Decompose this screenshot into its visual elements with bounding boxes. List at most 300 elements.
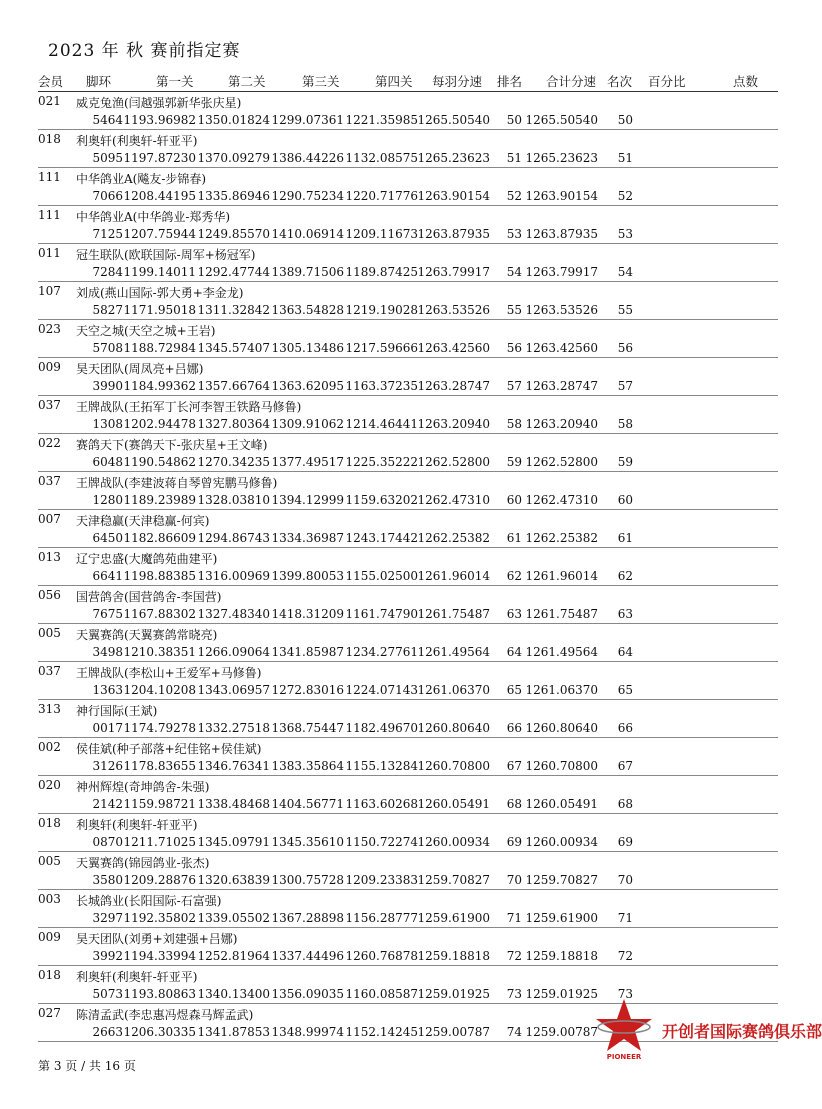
member-code: 002 — [38, 740, 61, 754]
cell-l3: 1300.75728 — [271, 873, 344, 887]
cell-l2: 1357.66764 — [197, 379, 270, 393]
row-values-line — [0, 149, 800, 168]
cell-l1: 1178.83655 — [123, 759, 196, 773]
cell-place: 53 — [617, 227, 633, 241]
cell-l2: 1327.48340 — [197, 607, 270, 621]
cell-l3: 1356.09035 — [271, 987, 344, 1001]
cell-ring: 1280 — [92, 493, 123, 507]
header-total-speed: 合计分速 — [546, 74, 597, 89]
cell-rank: 62 — [506, 569, 522, 583]
cell-l1: 1171.95018 — [123, 303, 196, 317]
cell-rank: 53 — [506, 227, 522, 241]
member-code: 005 — [38, 854, 61, 868]
cell-l3: 1410.06914 — [271, 227, 344, 241]
cell-l1: 1193.96982 — [123, 113, 196, 127]
cell-speed: 1260.70800 — [417, 759, 490, 773]
cell-speed: 1260.00934 — [417, 835, 490, 849]
cell-total: 1260.70800 — [525, 759, 598, 773]
cell-l2: 1339.05502 — [197, 911, 270, 925]
header-rank: 排名 — [497, 74, 523, 89]
cell-rank: 50 — [506, 113, 522, 127]
cell-l1: 1206.30335 — [123, 1025, 196, 1039]
cell-ring: 5095 — [92, 151, 123, 165]
cell-rank: 67 — [506, 759, 522, 773]
cell-l4: 1189.87425 — [345, 265, 418, 279]
cell-total: 1265.50540 — [525, 113, 598, 127]
table-row — [0, 92, 800, 130]
cell-l2: 1320.63839 — [197, 873, 270, 887]
cell-l3: 1363.54828 — [271, 303, 344, 317]
team-name: 长城鸽业(长阳国际-石富强) — [76, 894, 222, 908]
row-header-line — [0, 700, 800, 719]
cell-l4: 1160.08587 — [345, 987, 418, 1001]
member-code: 027 — [38, 1006, 61, 1020]
row-values-line — [0, 111, 800, 130]
cell-ring: 2142 — [92, 797, 123, 811]
cell-l3: 1272.83016 — [271, 683, 344, 697]
cell-l2: 1327.80364 — [197, 417, 270, 431]
cell-total: 1260.05491 — [525, 797, 598, 811]
table-row — [0, 244, 800, 282]
team-name: 辽宁忠盛(大魔鸽苑曲建平) — [76, 552, 218, 566]
team-name: 中华鸽业A(中华鸽业-郑秀华) — [76, 210, 231, 224]
cell-ring: 6450 — [92, 531, 123, 545]
cell-l3: 1404.56771 — [271, 797, 344, 811]
cell-l2: 1294.86743 — [197, 531, 270, 545]
cell-l3: 1389.71506 — [271, 265, 344, 279]
member-code: 107 — [38, 284, 61, 298]
cell-total: 1263.28747 — [525, 379, 598, 393]
row-values-line — [0, 947, 800, 966]
cell-ring: 3126 — [92, 759, 123, 773]
row-values-line — [0, 529, 800, 548]
table-row — [0, 624, 800, 662]
row-header-line — [0, 928, 800, 947]
results-table — [0, 92, 800, 1042]
header-speed: 每羽分速 — [432, 74, 483, 89]
team-name: 国营鸽舍(国营鸽舍-李国营) — [76, 590, 222, 604]
team-name: 王牌战队(王拓军丁长河李智王铁路马修鲁) — [76, 400, 302, 414]
team-name: 王牌战队(李松山+王爱军+马修鲁) — [76, 666, 262, 680]
cell-speed: 1259.00787 — [417, 1025, 490, 1039]
cell-total: 1261.75487 — [525, 607, 598, 621]
cell-l1: 1199.14011 — [123, 265, 196, 279]
table-row — [0, 890, 800, 928]
cell-place: 67 — [617, 759, 633, 773]
cell-speed: 1259.18818 — [417, 949, 490, 963]
cell-ring: 5073 — [92, 987, 123, 1001]
cell-place: 71 — [617, 911, 633, 925]
cell-ring: 7125 — [92, 227, 123, 241]
member-code: 037 — [38, 474, 61, 488]
cell-ring: 5464 — [92, 113, 123, 127]
team-name: 天翼赛鸽(天翼赛鸽常晓亮) — [76, 628, 218, 642]
member-code: 007 — [38, 512, 61, 526]
table-row — [0, 282, 800, 320]
cell-l3: 1367.28898 — [271, 911, 344, 925]
row-values-line — [0, 491, 800, 510]
cell-l2: 1338.48468 — [197, 797, 270, 811]
cell-l2: 1270.34235 — [197, 455, 270, 469]
cell-rank: 64 — [506, 645, 522, 659]
row-header-line — [0, 510, 800, 529]
row-header-line — [0, 814, 800, 833]
table-row — [0, 738, 800, 776]
cell-l4: 1220.71776 — [345, 189, 418, 203]
table-row — [0, 586, 800, 624]
cell-place: 55 — [617, 303, 633, 317]
row-header-line — [0, 852, 800, 871]
cell-ring: 3992 — [92, 949, 123, 963]
row-header-line — [0, 244, 800, 263]
cell-rank: 71 — [506, 911, 522, 925]
table-row — [0, 852, 800, 890]
cell-speed: 1263.87935 — [417, 227, 490, 241]
cell-ring: 0870 — [92, 835, 123, 849]
cell-speed: 1262.52800 — [417, 455, 490, 469]
cell-l2: 1345.09791 — [197, 835, 270, 849]
cell-l4: 1132.08575 — [345, 151, 418, 165]
cell-total: 1261.96014 — [525, 569, 598, 583]
row-header-line — [0, 434, 800, 453]
team-name: 天津稳赢(天津稳赢-何宾) — [76, 514, 210, 528]
member-code: 011 — [38, 246, 61, 260]
cell-l4: 1214.46441 — [345, 417, 418, 431]
cell-l1: 1188.72984 — [123, 341, 196, 355]
cell-l4: 1260.76878 — [345, 949, 418, 963]
cell-l2: 1335.86946 — [197, 189, 270, 203]
cell-l1: 1193.80863 — [123, 987, 196, 1001]
cell-total: 1259.01925 — [525, 987, 598, 1001]
cell-l1: 1194.33994 — [123, 949, 196, 963]
cell-ring: 7284 — [92, 265, 123, 279]
cell-speed: 1263.90154 — [417, 189, 490, 203]
cell-rank: 63 — [506, 607, 522, 621]
page-title: 2023 年 秋 赛前指定赛 — [48, 41, 241, 61]
row-values-line — [0, 453, 800, 472]
cell-speed: 1260.80640 — [417, 721, 490, 735]
cell-rank: 70 — [506, 873, 522, 887]
row-header-line — [0, 320, 800, 339]
table-row — [0, 700, 800, 738]
cell-l2: 1292.47744 — [197, 265, 270, 279]
cell-l3: 1363.62095 — [271, 379, 344, 393]
club-logo — [596, 995, 822, 1065]
row-header-line — [0, 130, 800, 149]
cell-total: 1263.42560 — [525, 341, 598, 355]
cell-speed: 1259.61900 — [417, 911, 490, 925]
cell-total: 1263.90154 — [525, 189, 598, 203]
cell-rank: 72 — [506, 949, 522, 963]
team-name: 利奥轩(利奥轩-轩亚平) — [76, 818, 198, 832]
row-header-line — [0, 206, 800, 225]
club-logo-text: 开创者国际赛鸽俱乐部 — [662, 1022, 822, 1041]
cell-speed: 1262.47310 — [417, 493, 490, 507]
cell-rank: 60 — [506, 493, 522, 507]
cell-total: 1262.52800 — [525, 455, 598, 469]
cell-l1: 1210.38351 — [123, 645, 196, 659]
row-header-line — [0, 586, 800, 605]
member-code: 037 — [38, 664, 61, 678]
cell-l1: 1192.35802 — [123, 911, 196, 925]
cell-speed: 1263.79917 — [417, 265, 490, 279]
cell-l3: 1309.91062 — [271, 417, 344, 431]
table-row — [0, 396, 800, 434]
table-row — [0, 548, 800, 586]
cell-ring: 7066 — [92, 189, 123, 203]
team-name: 冠生联队(欧联国际-周军+杨冠军) — [76, 248, 256, 262]
cell-l2: 1249.85570 — [197, 227, 270, 241]
cell-l2: 1340.13400 — [197, 987, 270, 1001]
cell-l1: 1207.75944 — [123, 227, 196, 241]
cell-l1: 1204.10208 — [123, 683, 196, 697]
team-name: 神州辉煌(奇坤鸽舍-朱强) — [76, 780, 210, 794]
cell-l3: 1348.99974 — [271, 1025, 344, 1039]
cell-total: 1261.49564 — [525, 645, 598, 659]
row-values-line — [0, 719, 800, 738]
team-name: 天翼赛鸽(锦园鸽业-张杰) — [76, 856, 210, 870]
cell-l2: 1345.57407 — [197, 341, 270, 355]
cell-l1: 1202.94478 — [123, 417, 196, 431]
cell-l3: 1377.49517 — [271, 455, 344, 469]
cell-rank: 66 — [506, 721, 522, 735]
member-code: 009 — [38, 930, 61, 944]
table-row — [0, 320, 800, 358]
cell-l2: 1266.09064 — [197, 645, 270, 659]
team-name: 陈清孟武(李忠惠冯煜森马辉孟武) — [76, 1008, 254, 1022]
cell-rank: 69 — [506, 835, 522, 849]
table-row — [0, 814, 800, 852]
cell-l3: 1368.75447 — [271, 721, 344, 735]
cell-ring: 3498 — [92, 645, 123, 659]
cell-l1: 1167.88302 — [123, 607, 196, 621]
header-member: 会员 — [38, 74, 64, 89]
cell-place: 58 — [617, 417, 633, 431]
row-values-line — [0, 757, 800, 776]
cell-speed: 1265.50540 — [417, 113, 490, 127]
row-values-line — [0, 909, 800, 928]
cell-l4: 1209.11673 — [345, 227, 418, 241]
cell-l2: 1311.32842 — [197, 303, 270, 317]
team-name: 中华鸽业A(飚友-步锦春) — [76, 172, 207, 186]
cell-total: 1261.06370 — [525, 683, 598, 697]
row-values-line — [0, 567, 800, 586]
team-name: 赛鸽天下(赛鸽天下-张庆星+王文峰) — [76, 438, 268, 452]
cell-speed: 1259.01925 — [417, 987, 490, 1001]
team-name: 侯佳斌(种子部落+纪佳铭+侯佳斌) — [76, 742, 262, 756]
row-header-line — [0, 624, 800, 643]
cell-l2: 1341.87853 — [197, 1025, 270, 1039]
cell-l4: 1163.60268 — [345, 797, 418, 811]
cell-speed: 1263.20940 — [417, 417, 490, 431]
table-row — [0, 130, 800, 168]
cell-l4: 1161.74790 — [345, 607, 418, 621]
cell-place: 60 — [617, 493, 633, 507]
team-name: 神行国际(王斌) — [76, 704, 158, 718]
member-code: 003 — [38, 892, 61, 906]
row-header-line — [0, 282, 800, 301]
member-code: 023 — [38, 322, 61, 336]
cell-l4: 1159.63202 — [345, 493, 418, 507]
cell-l4: 1243.17442 — [345, 531, 418, 545]
cell-l2: 1252.81964 — [197, 949, 270, 963]
cell-l2: 1343.06957 — [197, 683, 270, 697]
cell-l1: 1190.54862 — [123, 455, 196, 469]
cell-place: 69 — [617, 835, 633, 849]
cell-l2: 1328.03810 — [197, 493, 270, 507]
header-leg4: 第四关 — [375, 74, 413, 89]
row-values-line — [0, 795, 800, 814]
row-values-line — [0, 339, 800, 358]
cell-place: 70 — [617, 873, 633, 887]
cell-rank: 65 — [506, 683, 522, 697]
cell-speed: 1259.70827 — [417, 873, 490, 887]
cell-l1: 1198.88385 — [123, 569, 196, 583]
header-place: 名次 — [607, 74, 633, 89]
table-row — [0, 662, 800, 700]
cell-l1: 1189.23989 — [123, 493, 196, 507]
cell-ring: 3580 — [92, 873, 123, 887]
cell-ring: 1308 — [92, 417, 123, 431]
header-ring: 脚环 — [86, 74, 112, 89]
cell-rank: 57 — [506, 379, 522, 393]
cell-l4: 1209.23383 — [345, 873, 418, 887]
cell-speed: 1261.49564 — [417, 645, 490, 659]
member-code: 018 — [38, 816, 61, 830]
row-header-line — [0, 738, 800, 757]
row-header-line — [0, 472, 800, 491]
row-values-line — [0, 263, 800, 282]
cell-l4: 1224.07143 — [345, 683, 418, 697]
cell-place: 54 — [617, 265, 633, 279]
row-header-line — [0, 966, 800, 985]
cell-rank: 52 — [506, 189, 522, 203]
row-header-line — [0, 396, 800, 415]
cell-l1: 1182.86609 — [123, 531, 196, 545]
cell-place: 62 — [617, 569, 633, 583]
cell-place: 72 — [617, 949, 633, 963]
cell-l3: 1386.44226 — [271, 151, 344, 165]
row-header-line — [0, 92, 800, 111]
row-values-line — [0, 605, 800, 624]
cell-l2: 1346.76341 — [197, 759, 270, 773]
cell-rank: 73 — [506, 987, 522, 1001]
member-code: 020 — [38, 778, 61, 792]
cell-speed: 1261.06370 — [417, 683, 490, 697]
row-header-line — [0, 890, 800, 909]
cell-ring: 0017 — [92, 721, 123, 735]
cell-rank: 68 — [506, 797, 522, 811]
cell-l3: 1334.36987 — [271, 531, 344, 545]
cell-total: 1259.70827 — [525, 873, 598, 887]
team-name: 利奥轩(利奥轩-轩亚平) — [76, 970, 198, 984]
cell-l4: 1234.27761 — [345, 645, 418, 659]
cell-l4: 1155.13284 — [345, 759, 418, 773]
row-header-line — [0, 168, 800, 187]
team-name: 天空之城(天空之城+王岩) — [76, 324, 216, 338]
team-name: 刘成(燕山国际-郭大勇+李金龙) — [76, 286, 244, 300]
cell-l3: 1399.80053 — [271, 569, 344, 583]
cell-l4: 1152.14245 — [345, 1025, 418, 1039]
cell-l4: 1217.59666 — [345, 341, 418, 355]
member-code: 021 — [38, 94, 61, 108]
cell-l3: 1305.13486 — [271, 341, 344, 355]
cell-ring: 7675 — [92, 607, 123, 621]
cell-speed: 1265.23623 — [417, 151, 490, 165]
cell-l1: 1184.99362 — [123, 379, 196, 393]
cell-l2: 1332.27518 — [197, 721, 270, 735]
cell-place: 68 — [617, 797, 633, 811]
cell-l1: 1159.98721 — [123, 797, 196, 811]
cell-rank: 55 — [506, 303, 522, 317]
header-leg1: 第一关 — [156, 74, 194, 89]
team-name: 昊天团队(周凤亮+吕娜) — [76, 362, 204, 376]
cell-total: 1263.79917 — [525, 265, 598, 279]
cell-place: 59 — [617, 455, 633, 469]
team-name: 利奥轩(利奥轩-轩亚平) — [76, 134, 198, 148]
row-values-line — [0, 415, 800, 434]
cell-l4: 1225.35222 — [345, 455, 418, 469]
header-percent: 百分比 — [648, 74, 686, 89]
cell-place: 50 — [617, 113, 633, 127]
member-code: 018 — [38, 968, 61, 982]
cell-speed: 1263.53526 — [417, 303, 490, 317]
cell-total: 1260.80640 — [525, 721, 598, 735]
table-row — [0, 472, 800, 510]
member-code: 111 — [38, 208, 61, 222]
cell-l1: 1209.28876 — [123, 873, 196, 887]
row-values-line — [0, 187, 800, 206]
cell-ring: 3990 — [92, 379, 123, 393]
cell-l1: 1211.71025 — [123, 835, 196, 849]
cell-l1: 1197.87230 — [123, 151, 196, 165]
member-code: 313 — [38, 702, 61, 716]
header-points: 点数 — [733, 74, 759, 89]
cell-l4: 1163.37235 — [345, 379, 418, 393]
cell-place: 64 — [617, 645, 633, 659]
row-values-line — [0, 871, 800, 890]
cell-speed: 1261.96014 — [417, 569, 490, 583]
row-header-line — [0, 662, 800, 681]
row-values-line — [0, 225, 800, 244]
team-name: 威克兔渔(闫越强郭新华张庆星) — [76, 96, 242, 110]
cell-place: 63 — [617, 607, 633, 621]
cell-speed: 1262.25382 — [417, 531, 490, 545]
cell-ring: 5708 — [92, 341, 123, 355]
cell-l3: 1418.31209 — [271, 607, 344, 621]
cell-l4: 1156.28777 — [345, 911, 418, 925]
cell-rank: 54 — [506, 265, 522, 279]
cell-l2: 1316.00969 — [197, 569, 270, 583]
cell-total: 1259.00787 — [525, 1025, 598, 1039]
cell-l4: 1150.72274 — [345, 835, 418, 849]
header-leg2: 第二关 — [228, 74, 266, 89]
table-header — [0, 72, 800, 90]
member-code: 022 — [38, 436, 61, 450]
cell-total: 1263.53526 — [525, 303, 598, 317]
cell-l1: 1208.44195 — [123, 189, 196, 203]
cell-l3: 1345.35610 — [271, 835, 344, 849]
cell-total: 1262.25382 — [525, 531, 598, 545]
cell-l1: 1174.79278 — [123, 721, 196, 735]
cell-place: 73 — [617, 987, 633, 1001]
table-row — [0, 168, 800, 206]
cell-l3: 1299.07361 — [271, 113, 344, 127]
cell-place: 56 — [617, 341, 633, 355]
cell-l4: 1221.35985 — [345, 113, 418, 127]
row-values-line — [0, 833, 800, 852]
cell-speed: 1263.28747 — [417, 379, 490, 393]
